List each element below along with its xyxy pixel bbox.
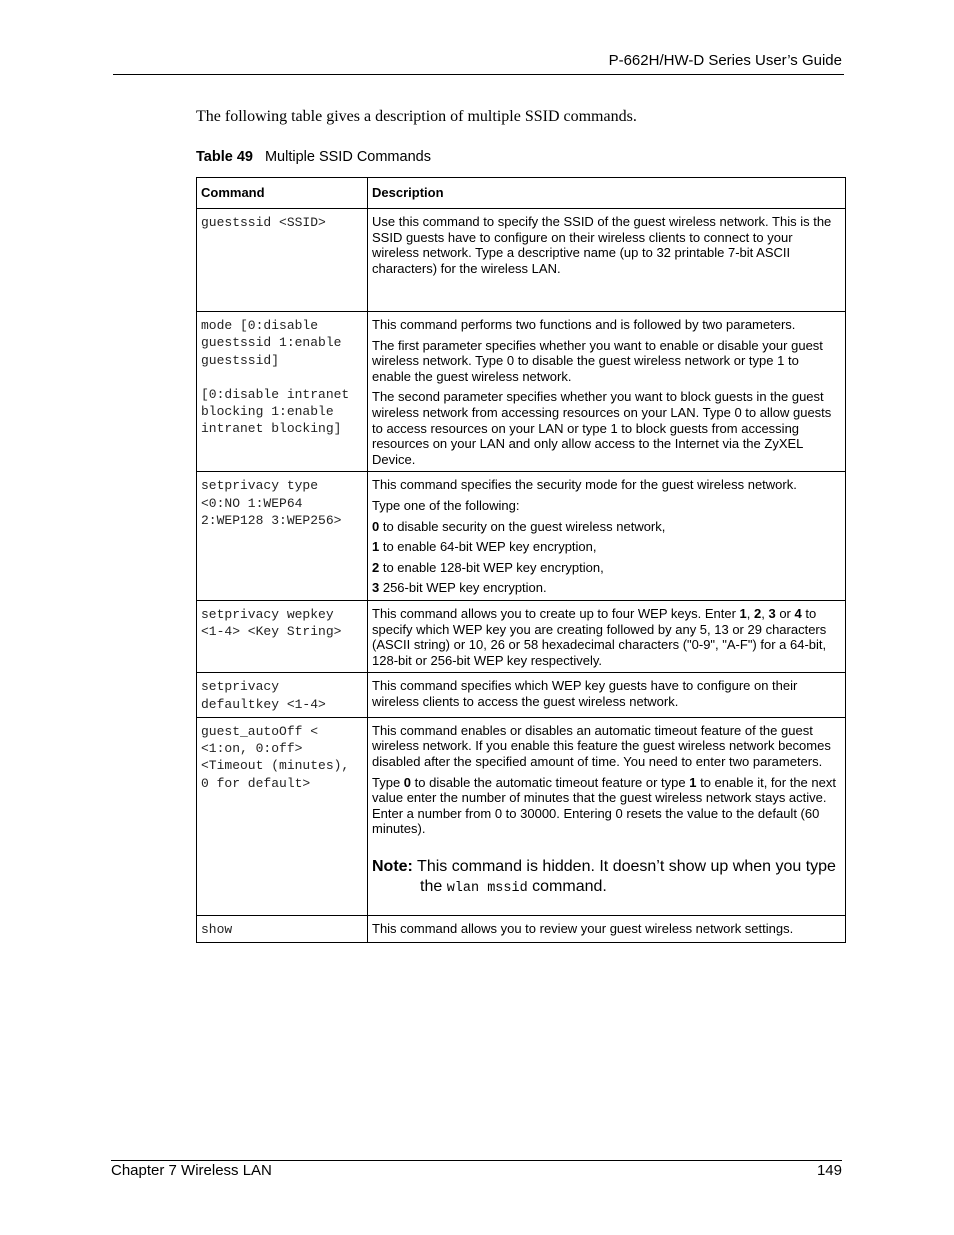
footer-chapter: Chapter 7 Wireless LAN: [111, 1162, 272, 1179]
description-text: This command performs two functions and is followed by two parameters.: [372, 317, 796, 332]
note-text: command.: [527, 878, 607, 896]
option-line: [372, 539, 841, 555]
description-cell: [368, 673, 846, 718]
option-line: [372, 560, 841, 576]
note-label: Note:: [372, 858, 413, 876]
option-key: 0: [372, 518, 380, 534]
option-text: to disable security on the guest wireless network,: [379, 518, 666, 534]
column-header-description: Description: [368, 178, 846, 209]
command-text: intranet blocking]: [201, 421, 342, 437]
text-run: This command allows you to create up to four WEP keys. Enter: [372, 605, 740, 621]
command-text: <Timeout (minutes),: [201, 758, 350, 774]
key-number: 1: [689, 774, 697, 790]
table-header-row: [197, 178, 846, 209]
table-row: [197, 915, 846, 942]
footer-page-number: 149: [816, 1162, 842, 1179]
description-cell: [368, 600, 846, 672]
description-text: The first parameter specifies whether you want to enable or disable your guest wireless network. Type 0 to disable the guest wireless network or type 1 to enable the guest wireless network.: [372, 337, 823, 384]
description-cell: [368, 915, 846, 942]
description-cell: [368, 312, 846, 472]
command-text: <1:on, 0:off>: [201, 741, 303, 757]
footer-rule: [111, 1160, 842, 1161]
command-text: mode [0:disable: [201, 318, 319, 333]
option-key: 1: [372, 539, 380, 555]
key-number: 2: [754, 605, 762, 621]
key-number: 1: [739, 605, 747, 621]
table-caption-label: Table 49: [196, 149, 253, 165]
command-cell: [197, 209, 368, 312]
table-row: [197, 312, 846, 472]
command-text: guest_autoOff <: [201, 723, 319, 739]
command-text: guestssid 1:enable: [201, 335, 342, 351]
command-cell: [197, 312, 368, 472]
key-number: 3: [768, 605, 776, 621]
note-text: This command is hidden. It doesn’t show up when you type the: [412, 858, 836, 896]
command-text: setprivacy: [201, 679, 280, 695]
command-text: setprivacy type: [201, 478, 319, 494]
description-cell: [368, 717, 846, 915]
option-text: to enable 64-bit WEP key encryption,: [379, 539, 597, 555]
description-text: [372, 606, 841, 668]
column-header-command: Command: [197, 178, 368, 209]
text-run: to disable the automatic timeout feature or type: [411, 774, 690, 790]
text-run: or: [775, 605, 795, 621]
table-caption: [196, 149, 431, 165]
command-text: 0 for default>: [201, 775, 311, 791]
command-text: guestssid]: [201, 352, 280, 368]
option-text: to enable 128-bit WEP key encryption,: [379, 559, 604, 575]
description-text: [372, 775, 841, 837]
table-caption-text: Multiple SSID Commands: [264, 149, 431, 165]
description-text: Type one of the following:: [372, 497, 520, 513]
command-text: <1-4> <Key String>: [201, 624, 342, 640]
description-text: This command enables or disables an automatic timeout feature of the guest wireless network. If you enable this feature the guest wireless network becomes disabled after the specified amount of time. You need to enter two parameters.: [372, 722, 831, 770]
text-run: ,: [761, 605, 769, 621]
command-text: blocking 1:enable: [201, 404, 334, 420]
description-text: The second parameter specifies whether you want to block guests in the guest wireless network from accessing resources on your LAN. Type 0 to allow guests to access resources on your LAN or type 1 to block guests from accessing resources on your LAN and only allow access to the Internet via the ZyXEL Device.: [372, 389, 832, 467]
table-row: [197, 472, 846, 601]
command-text: <0:NO 1:WEP64: [201, 495, 303, 511]
text-run: ,: [746, 605, 754, 621]
table-row: [197, 600, 846, 672]
command-cell: [197, 472, 368, 601]
key-number: 0: [403, 774, 412, 790]
description-cell: [368, 209, 846, 312]
command-gap: [201, 369, 363, 386]
running-header-title: P-662H/HW-D Series User’s Guide: [608, 52, 842, 69]
description-text: This command specifies the security mode for the guest wireless network.: [372, 477, 797, 493]
command-text: guestssid <SSID>: [201, 215, 326, 230]
note-command-code: wlan mssid: [446, 881, 528, 897]
command-cell: [197, 717, 368, 915]
command-text: setprivacy wepkey: [201, 606, 334, 622]
description-text: This command allows you to review your guest wireless network settings.: [372, 920, 794, 936]
text-run: to enable it, for the next value enter the number of minutes that the guest wireless network stays active. Enter a number from 0 to 30000. Entering 0 resets the value to the default (60 minutes).: [372, 774, 836, 837]
description-text: This command specifies which WEP key guests have to configure on their wireless clients to access the guest wireless network.: [372, 678, 798, 709]
table-row: [197, 209, 846, 312]
option-key: 3: [372, 580, 380, 596]
note: [372, 857, 841, 899]
command-cell: [197, 915, 368, 942]
intro-paragraph: The following table gives a description of multiple SSID commands.: [196, 108, 637, 125]
description-cell: [368, 472, 846, 601]
option-line: [372, 580, 841, 596]
command-cell: [197, 600, 368, 672]
description-text: Use this command to specify the SSID of the guest wireless network. This is the SSID guests have to configure on their wireless clients to connect to your wireless network. Type a descriptive name (up to 32 printable 7-bit ASCII characters) for the wireless LAN.: [372, 214, 832, 276]
option-text: 256-bit WEP key encryption.: [379, 580, 547, 596]
command-text: 2:WEP128 3:WEP256>: [201, 512, 342, 528]
text-run: Type: [372, 774, 404, 790]
table-row: [197, 717, 846, 915]
option-key: 2: [372, 559, 380, 575]
table-row: [197, 673, 846, 718]
key-number: 4: [794, 605, 802, 621]
command-text: [0:disable intranet: [201, 386, 350, 402]
ssid-commands-table: [196, 177, 846, 943]
header-rule: [113, 74, 844, 75]
command-text: defaultkey <1-4>: [201, 696, 326, 712]
command-text: show: [201, 921, 233, 937]
option-line: [372, 519, 841, 535]
command-cell: [197, 673, 368, 718]
text-run: to specify which WEP key you are creating followed by any 5, 13 or 29 characters (ASCII string) or 10, 26 or 58 hexadecimal characters ("0-9", "A-F") for a 64-bit, 128-bit or 256-bit WEP key respectively.: [372, 605, 827, 668]
